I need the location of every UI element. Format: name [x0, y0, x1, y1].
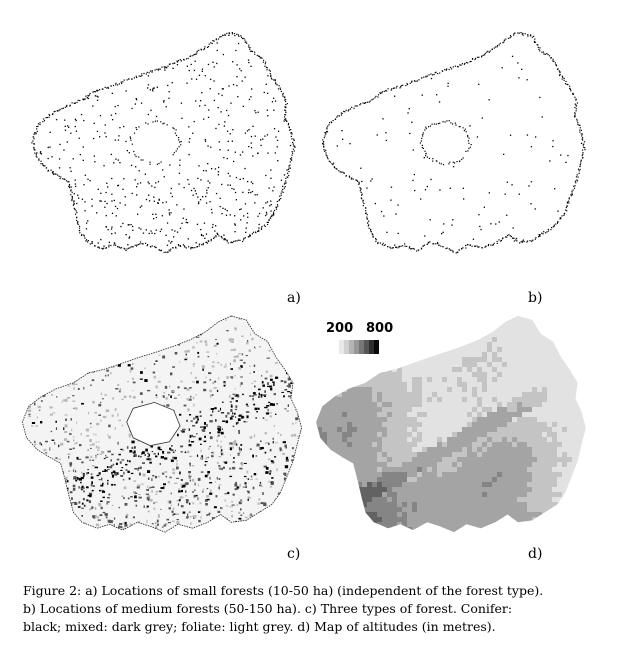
- panel-label-a: a): [287, 290, 301, 306]
- legend-swatch: [374, 340, 379, 354]
- panel-label-b: b): [528, 290, 543, 306]
- map-medium-forests: [318, 28, 590, 260]
- caption-line-1: Figure 2: a) Locations of small forests (10-50 ha) (independent of the forest type).: [23, 583, 544, 598]
- legend-min-label: 200: [326, 321, 354, 336]
- legend-color-bar: [339, 340, 379, 354]
- caption-line-2: b) Locations of medium forests (50-150 ha). c) Three types of forest. Conifer:: [23, 601, 513, 616]
- legend-max-label: 800: [366, 321, 394, 336]
- map-small-forests: [28, 28, 300, 260]
- map-small-forests-svg: [28, 28, 300, 260]
- map-forest-types-svg: [18, 312, 308, 540]
- map-forest-types: [18, 312, 308, 540]
- figure-caption: [23, 582, 613, 636]
- panel-label-d: d): [528, 546, 543, 562]
- caption-line-3: black; mixed: dark grey; foliate: light grey. d) Map of altitudes (in metres).: [23, 619, 496, 634]
- panel-label-c: c): [287, 546, 301, 562]
- altitude-legend: [322, 321, 394, 357]
- map-medium-forests-svg: [318, 28, 590, 260]
